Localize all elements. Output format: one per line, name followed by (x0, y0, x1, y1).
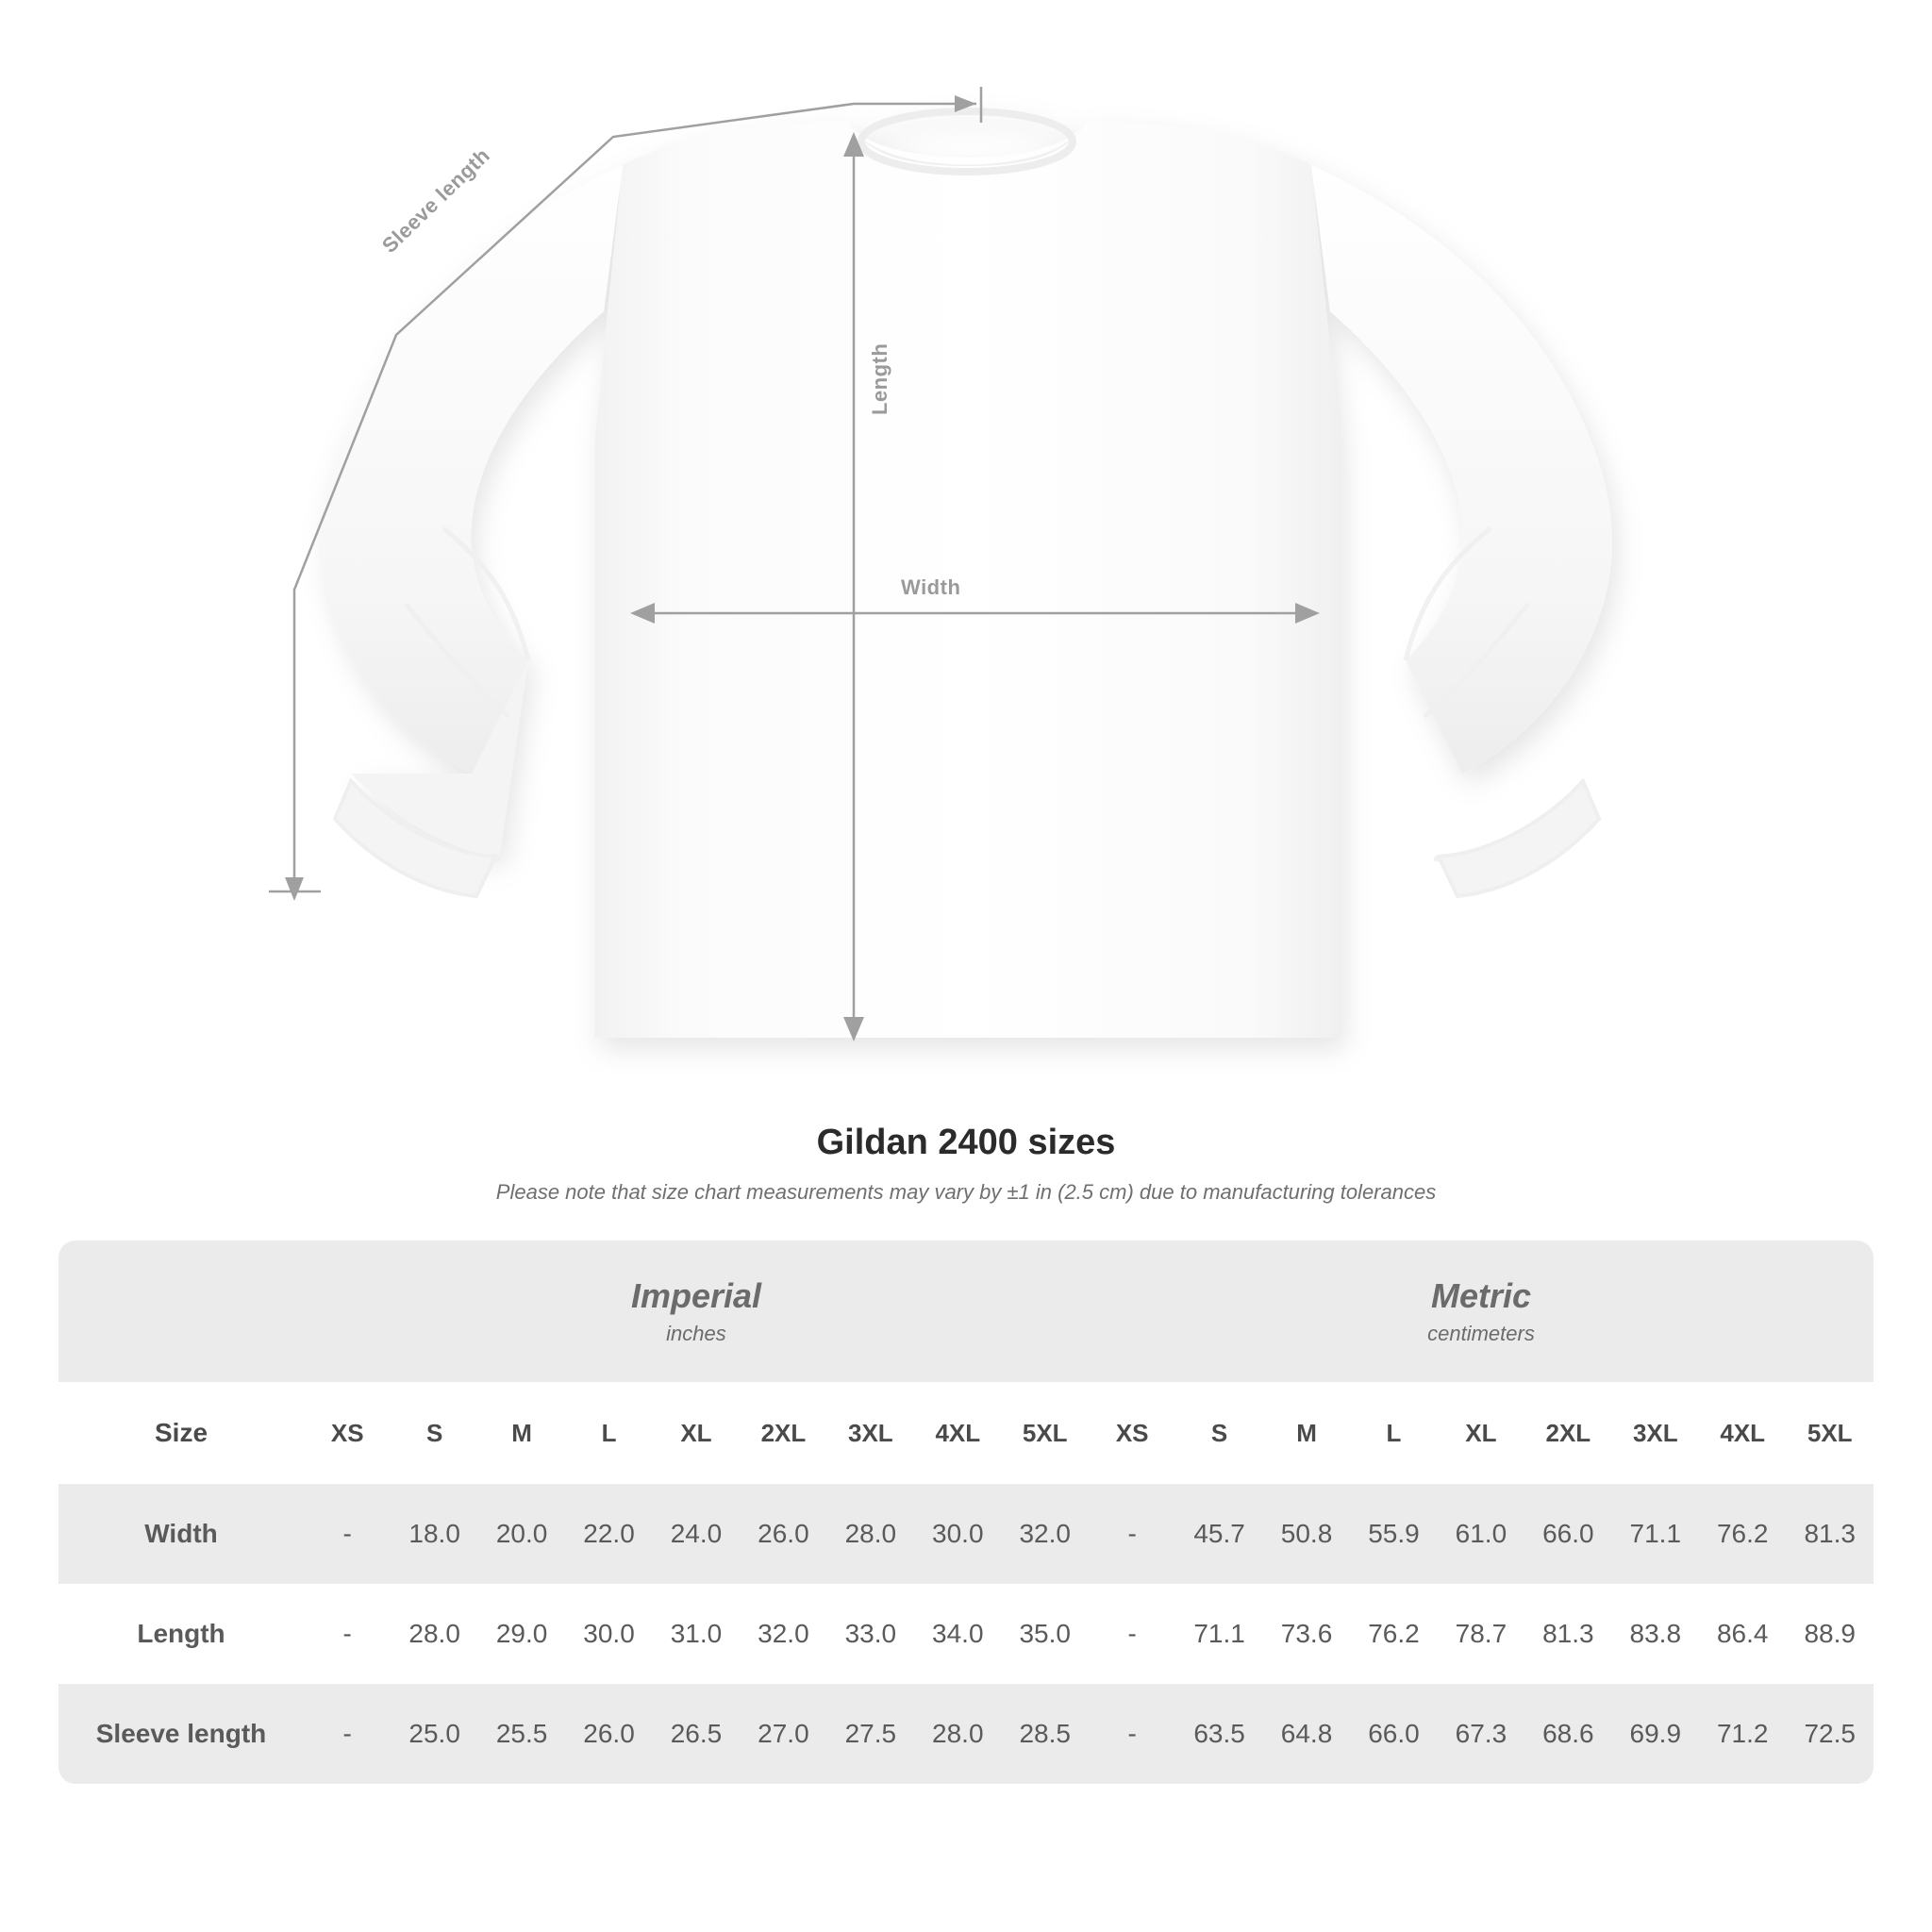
cell-length-metric-l: 76.2 (1350, 1584, 1437, 1684)
cell-length-metric-xs: - (1089, 1584, 1175, 1684)
title-block (0, 1123, 1932, 1205)
cell-width-metric-m: 50.8 (1263, 1484, 1350, 1584)
cell-width-metric-xs: - (1089, 1484, 1175, 1584)
cell-sleeve-imperial-3xl: 27.5 (827, 1684, 914, 1784)
cell-length-imperial-xl: 31.0 (653, 1584, 740, 1684)
cell-sleeve-metric-m: 64.8 (1263, 1684, 1350, 1784)
cell-sleeve-metric-2xl: 68.6 (1524, 1684, 1611, 1784)
cell-width-metric-l: 55.9 (1350, 1484, 1437, 1584)
cell-sleeve-imperial-4xl: 28.0 (914, 1684, 1001, 1784)
page-title: Gildan 2400 sizes (816, 1123, 1116, 1162)
cell-width-imperial-xs: - (304, 1484, 391, 1584)
cell-sleeve-metric-4xl: 71.2 (1699, 1684, 1786, 1784)
col-header-metric-2xl: 2XL (1524, 1382, 1611, 1484)
cell-sleeve-metric-5xl: 72.5 (1786, 1684, 1874, 1784)
length-dimension-label: Length (868, 342, 891, 415)
imperial-label: Imperial (630, 1276, 761, 1316)
cell-length-imperial-s: 28.0 (391, 1584, 477, 1684)
col-header-imperial-xl: XL (653, 1382, 740, 1484)
cell-sleeve-metric-l: 66.0 (1350, 1684, 1437, 1784)
cell-length-metric-xl: 78.7 (1438, 1584, 1524, 1684)
table-row (58, 1484, 1874, 1584)
cell-length-imperial-l: 30.0 (565, 1584, 652, 1684)
cell-length-metric-m: 73.6 (1263, 1584, 1350, 1684)
col-header-metric-4xl: 4XL (1699, 1382, 1786, 1484)
cell-width-imperial-m: 20.0 (478, 1484, 565, 1584)
cell-length-imperial-3xl: 33.0 (827, 1584, 914, 1684)
imperial-unit: inches (666, 1321, 726, 1345)
cell-length-metric-3xl: 83.8 (1612, 1584, 1699, 1684)
cell-width-metric-5xl: 81.3 (1786, 1484, 1874, 1584)
cell-width-imperial-4xl: 30.0 (914, 1484, 1001, 1584)
col-header-imperial-3xl: 3XL (827, 1382, 914, 1484)
size-header-label: Size (58, 1382, 304, 1484)
cell-length-metric-5xl: 88.9 (1786, 1584, 1874, 1684)
cell-width-imperial-3xl: 28.0 (827, 1484, 914, 1584)
col-header-metric-m: M (1263, 1382, 1350, 1484)
unit-corner-cell (58, 1241, 304, 1382)
cell-width-metric-4xl: 76.2 (1699, 1484, 1786, 1584)
col-header-metric-5xl: 5XL (1786, 1382, 1874, 1484)
cell-length-imperial-xs: - (304, 1584, 391, 1684)
table-row (58, 1584, 1874, 1684)
metric-unit: centimeters (1427, 1321, 1535, 1345)
cell-length-imperial-5xl: 35.0 (1002, 1584, 1089, 1684)
col-header-metric-xl: XL (1438, 1382, 1524, 1484)
imperial-group-header (304, 1241, 1089, 1382)
cell-sleeve-imperial-m: 25.5 (478, 1684, 565, 1784)
table-row (58, 1684, 1874, 1784)
width-dimension-label: Width (901, 575, 961, 599)
cell-width-imperial-5xl: 32.0 (1002, 1484, 1089, 1584)
metric-group-header (1089, 1241, 1874, 1382)
col-header-imperial-m: M (478, 1382, 565, 1484)
cell-width-imperial-xl: 24.0 (653, 1484, 740, 1584)
shirt-body-shape (322, 111, 1612, 1038)
page-subtitle: Please note that size chart measurements may vary by ±1 in (2.5 cm) due to manufacturing tolerances (495, 1180, 1437, 1204)
row-label-sleeve-length: Sleeve length (58, 1684, 304, 1784)
cell-sleeve-imperial-5xl: 28.5 (1002, 1684, 1089, 1784)
cell-width-metric-3xl: 71.1 (1612, 1484, 1699, 1584)
cell-sleeve-metric-xs: - (1089, 1684, 1175, 1784)
cell-length-metric-4xl: 86.4 (1699, 1584, 1786, 1684)
cell-width-imperial-s: 18.0 (391, 1484, 477, 1584)
cell-sleeve-imperial-l: 26.0 (565, 1684, 652, 1784)
col-header-imperial-4xl: 4XL (914, 1382, 1001, 1484)
cell-width-imperial-2xl: 26.0 (740, 1484, 826, 1584)
col-header-imperial-2xl: 2XL (740, 1382, 826, 1484)
col-header-metric-xs: XS (1089, 1382, 1175, 1484)
cell-length-imperial-2xl: 32.0 (740, 1584, 826, 1684)
col-header-metric-3xl: 3XL (1612, 1382, 1699, 1484)
cell-length-metric-2xl: 81.3 (1524, 1584, 1611, 1684)
cell-sleeve-metric-xl: 67.3 (1438, 1684, 1524, 1784)
cell-sleeve-imperial-xl: 26.5 (653, 1684, 740, 1784)
col-header-imperial-s: S (391, 1382, 477, 1484)
cell-length-metric-s: 71.1 (1175, 1584, 1262, 1684)
col-header-imperial-l: L (565, 1382, 652, 1484)
row-label-width: Width (58, 1484, 304, 1584)
cell-sleeve-imperial-xs: - (304, 1684, 391, 1784)
col-header-imperial-5xl: 5XL (1002, 1382, 1089, 1484)
size-table (58, 1241, 1874, 1784)
col-header-metric-l: L (1350, 1382, 1437, 1484)
cell-sleeve-metric-s: 63.5 (1175, 1684, 1262, 1784)
cell-width-metric-2xl: 66.0 (1524, 1484, 1611, 1584)
cell-length-imperial-4xl: 34.0 (914, 1584, 1001, 1684)
col-header-imperial-xs: XS (304, 1382, 391, 1484)
col-header-metric-s: S (1175, 1382, 1262, 1484)
cell-sleeve-imperial-2xl: 27.0 (740, 1684, 826, 1784)
cell-width-metric-s: 45.7 (1175, 1484, 1262, 1584)
metric-label: Metric (1430, 1276, 1531, 1316)
sleeve-length-dimension-label: Sleeve length (377, 142, 495, 258)
cell-width-imperial-l: 22.0 (565, 1484, 652, 1584)
size-header-row (58, 1382, 1874, 1484)
unit-header-row (58, 1241, 1874, 1382)
cell-sleeve-metric-3xl: 69.9 (1612, 1684, 1699, 1784)
row-label-length: Length (58, 1584, 304, 1684)
cell-length-imperial-m: 29.0 (478, 1584, 565, 1684)
cell-width-metric-xl: 61.0 (1438, 1484, 1524, 1584)
size-table-container (58, 1241, 1874, 1784)
cell-sleeve-imperial-s: 25.0 (391, 1684, 477, 1784)
